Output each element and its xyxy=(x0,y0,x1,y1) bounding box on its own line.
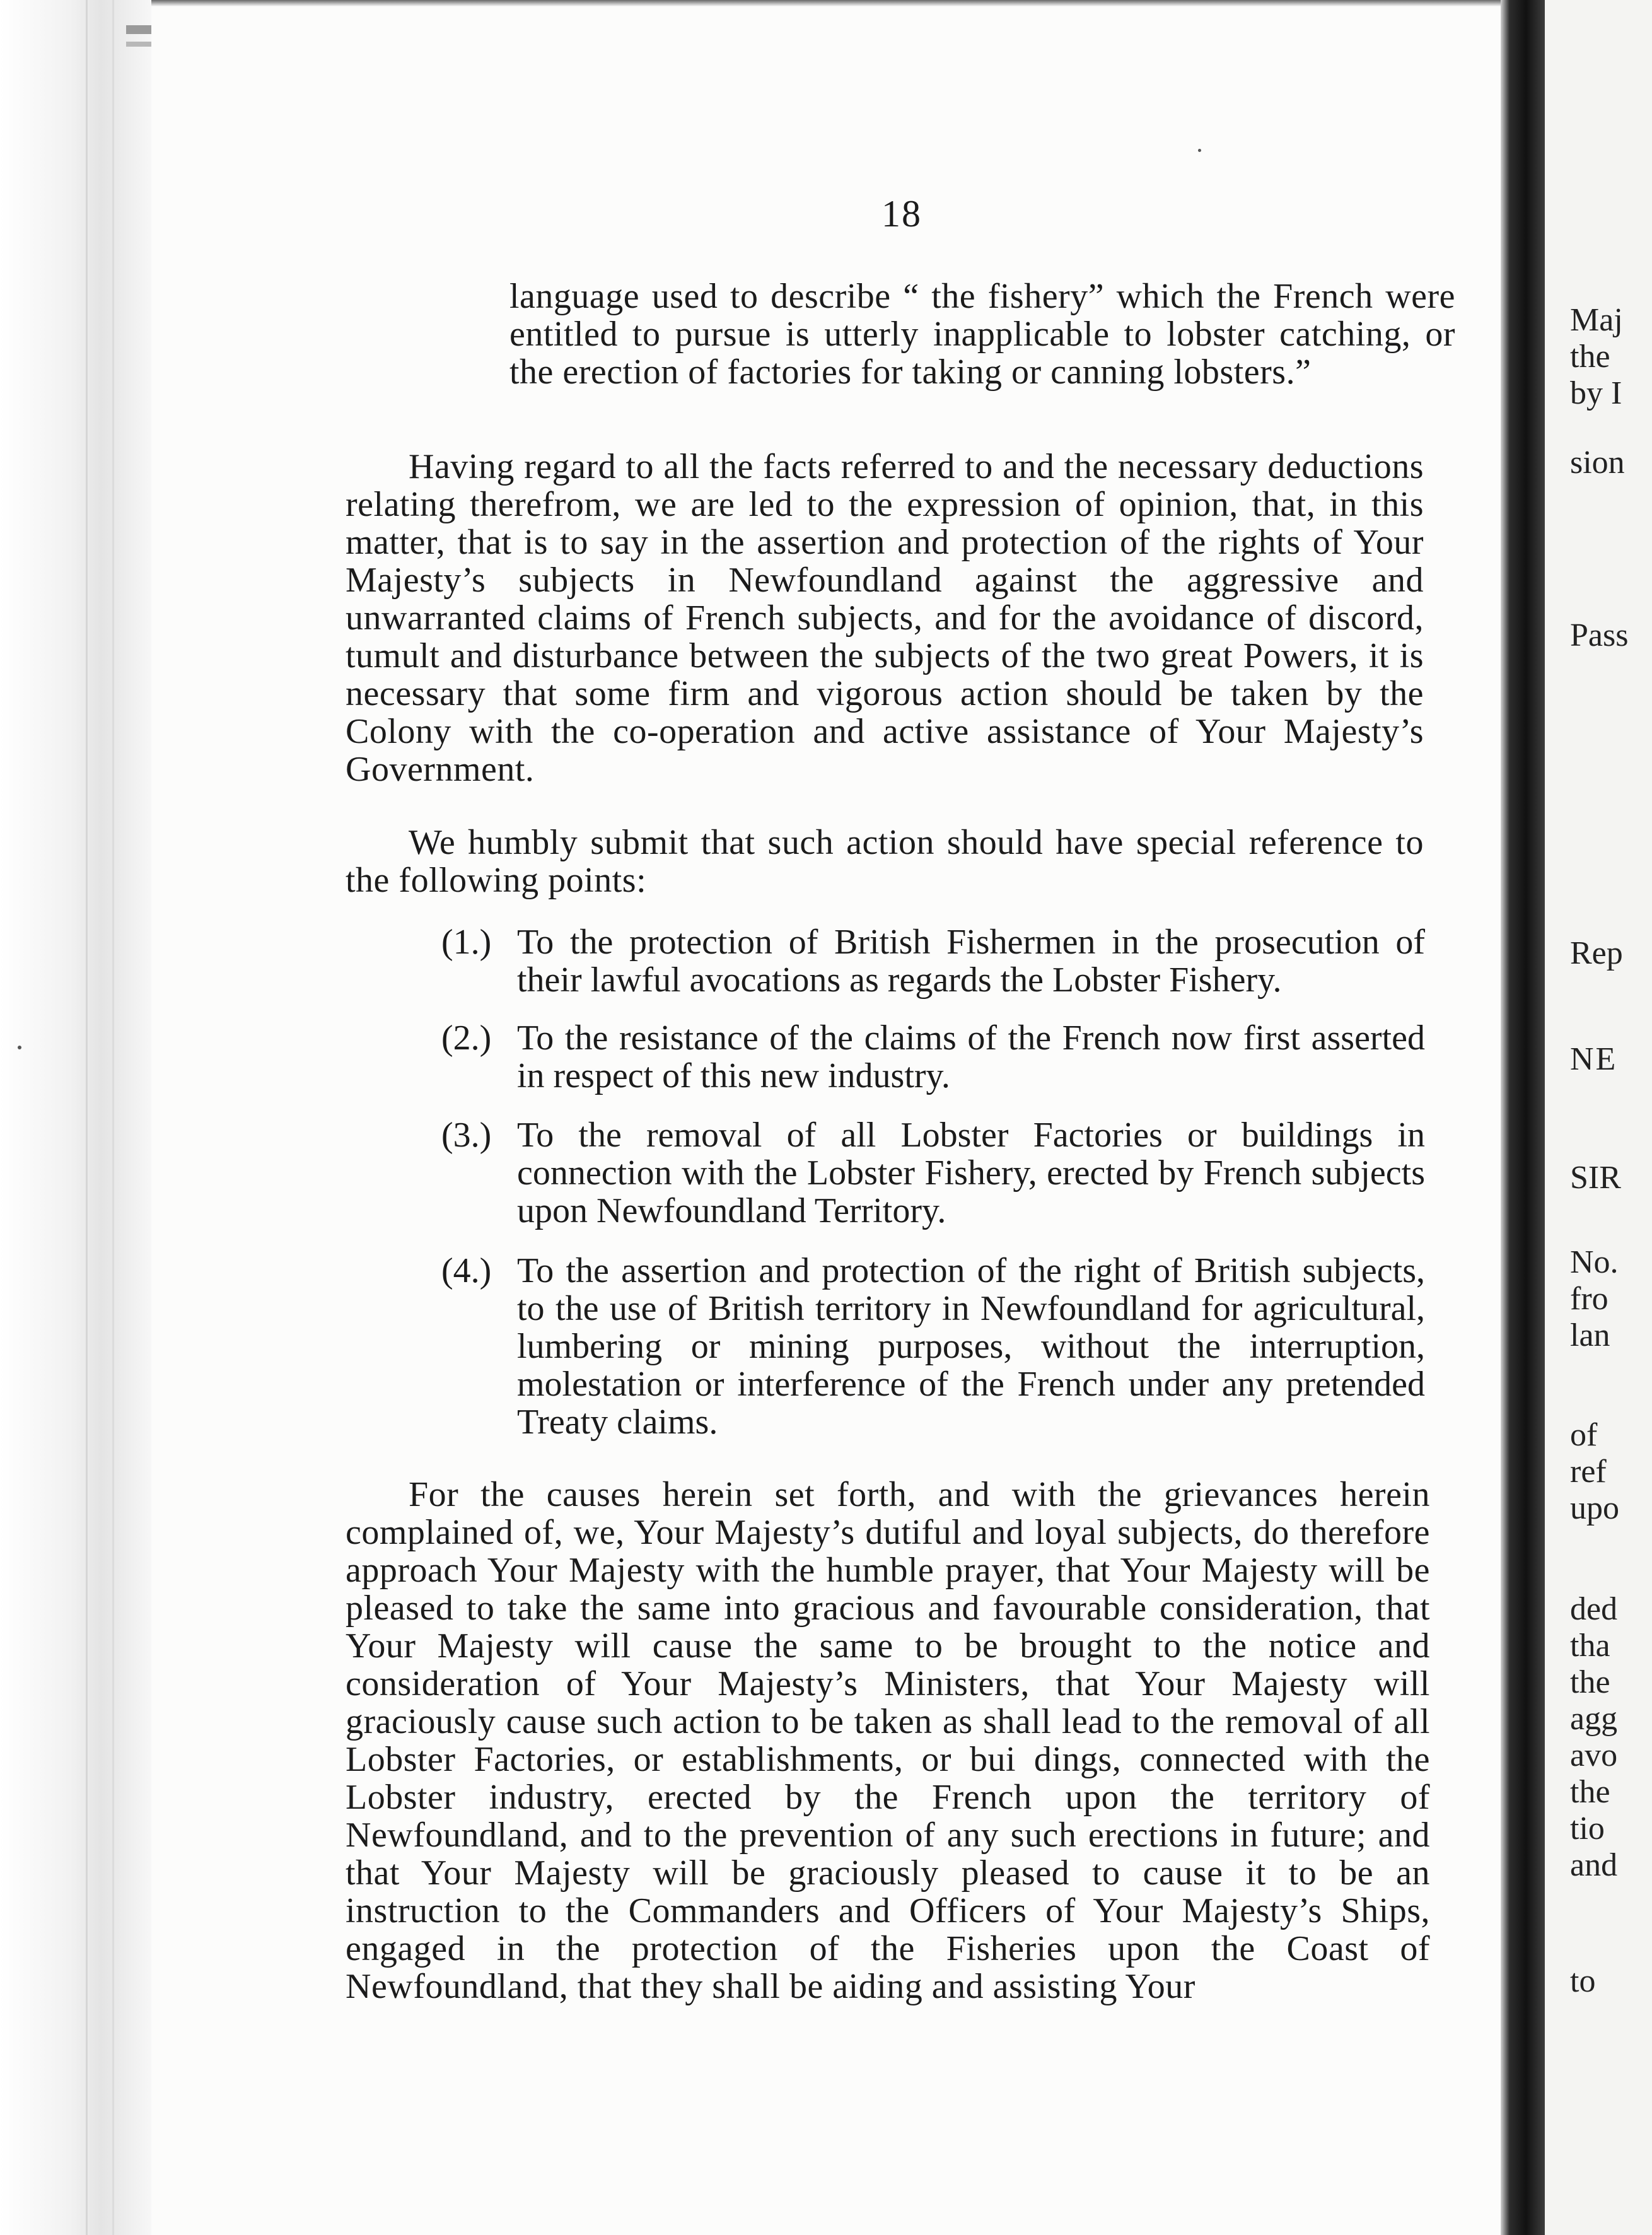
facing-page-fragment: No. xyxy=(1570,1244,1619,1280)
facing-page-fragment: agg xyxy=(1570,1701,1618,1737)
facing-page-fragment: tio xyxy=(1570,1811,1605,1847)
facing-page-fragment: fro xyxy=(1570,1281,1608,1317)
facing-page-fragment: sion xyxy=(1570,445,1625,481)
facing-page-fragment: avo xyxy=(1570,1737,1618,1773)
facing-page-fragment: the xyxy=(1570,1774,1610,1810)
page-number: 18 xyxy=(881,193,922,235)
paragraph-having-regard xyxy=(346,448,1424,801)
facing-page-fragment: the xyxy=(1570,339,1610,375)
facing-page-fragment: by I xyxy=(1570,375,1622,411)
facing-page-fragment: of xyxy=(1570,1417,1598,1453)
speck xyxy=(18,1046,21,1049)
facing-page-fragment: the xyxy=(1570,1664,1610,1700)
point-number: (4.) xyxy=(441,1251,492,1290)
facing-page-fragment: lan xyxy=(1570,1317,1610,1353)
facing-page-fragment: tha xyxy=(1570,1628,1610,1664)
paragraph-text: Having regard to all the facts referred to and the necessary deductions relating therefrom, we are led to the expression of opinion, that, in this matter, that is to say in the assertion and protection of the rights of Your Majesty’s subjects in Newfoundland against the aggressive and unwarranted claims of French subjects, and for the avoidance of discord, tumult and disturbance between the subjects of the two great Powers, it is necessary that some firm and vigorous action should be taken by the Colony with the co-operation and active assistance of Your Majesty’s Government. xyxy=(346,447,1424,789)
point-text: To the removal of all Lobster Factories or buildings in connection with the Lobster Fishery, erected by French subjects upon Newfoundland Territory. xyxy=(517,1116,1425,1230)
paragraph-closing xyxy=(346,1476,1430,2018)
point-text: To the protection of British Fishermen in the prosecution of their lawful avocations as regards the Lobster Fishery. xyxy=(517,923,1425,1000)
facing-page-fragment: SIR xyxy=(1570,1160,1621,1196)
book-binding xyxy=(1501,0,1545,2235)
paragraph-quote-end xyxy=(509,277,1455,429)
facing-page-fragment: to xyxy=(1570,1963,1596,1999)
facing-page-fragment: upo xyxy=(1570,1490,1619,1526)
facing-page xyxy=(1545,0,1652,2235)
facing-page-fragment: Maj xyxy=(1570,302,1623,338)
point-number: (3.) xyxy=(441,1116,492,1155)
point-number: (1.) xyxy=(441,923,492,962)
paragraph-humbly-submit xyxy=(346,824,1424,906)
paragraph-text: We humbly submit that such action should have special reference to the following points: xyxy=(346,823,1424,900)
speck xyxy=(1198,149,1201,152)
point-item xyxy=(441,923,1438,1005)
facing-page-fragment: ref xyxy=(1570,1454,1607,1490)
page-gutter xyxy=(0,0,151,2235)
facing-page-fragment: NE xyxy=(1570,1041,1618,1077)
page-fold-line xyxy=(112,0,114,2235)
point-item xyxy=(441,1019,1438,1101)
edge-mark xyxy=(126,25,151,34)
point-text: To the assertion and protection of the right of British subjects, to the use of British territory in Newfoundland for agricultural, lumbering or mining purposes, without the interruption, molestation or interference of the French under any pretended Treaty claims. xyxy=(517,1251,1425,1442)
point-number: (2.) xyxy=(441,1018,492,1058)
page-fold-line xyxy=(86,0,88,2235)
point-text: To the resistance of the claims of the French now first asserted in respect of this new industry. xyxy=(517,1018,1425,1095)
facing-page-fragment: Pass xyxy=(1570,617,1629,653)
facing-page-fragment: ded xyxy=(1570,1591,1618,1627)
facing-page-fragment: and xyxy=(1570,1847,1618,1883)
facing-page-fragment: Rep xyxy=(1570,935,1623,971)
point-item xyxy=(441,1116,1438,1236)
paragraph-text: For the causes herein set forth, and with the grievances herein complained of, we, Your Majesty’s dutiful and loyal subjects, do therefore approach Your Majesty with the humble prayer, that Your Majesty will be pleased to take the same into gracious and favourable consideration, that Your Majesty will cause the same to be brought to the notice and consideration of Your Majesty’s Ministers, that Your Majesty will graciously cause such action to be taken as shall lead to the removal of all Lobster Factories, or establishments, or bui dings, connected with the Lobster industry, erected by the French upon the territory of Newfoundland, and to the prevention of any such erections in future; and that Your Majesty will be graciously pleased to cause it to be an instruction to the Commanders and Officers of Your Majesty’s Ships, engaged in the protection of the Fisheries upon the Coast of Newfoundland, that they shall be aiding and assisting Your xyxy=(346,1475,1430,2006)
page-top-edge xyxy=(151,0,1501,6)
point-item xyxy=(441,1252,1438,1447)
edge-mark xyxy=(126,42,151,47)
paragraph-text: language used to describe “ the fishery” which the French were entitled to pursue is utterly inapplicable to lobster catching, or the erection of factories for taking or canning lobsters.” xyxy=(509,277,1455,392)
